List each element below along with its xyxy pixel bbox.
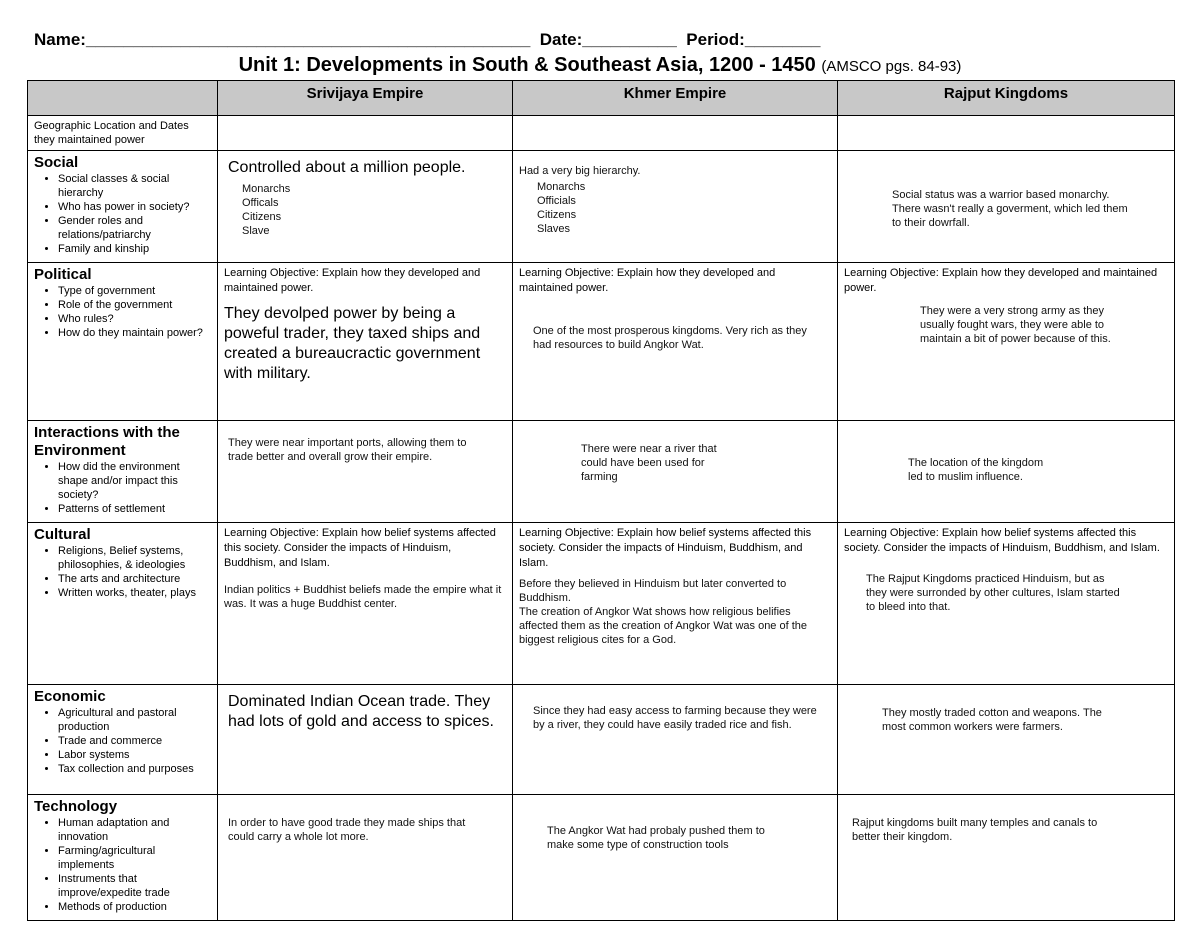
social-khmer-list — [519, 180, 831, 236]
list-item: • Gender roles and relations/patriarchy — [58, 214, 211, 242]
technology-srivijaya-text: In order to have good trade they made ships that could carry a whole lot more. — [228, 817, 466, 843]
page-title — [0, 54, 1200, 77]
row-label-geographic: Geographic Location and Dates they maintained power — [28, 116, 218, 151]
cell-political-srivijaya[interactable] — [218, 263, 513, 421]
economic-srivijaya-text: Dominated Indian Ocean trade. They had lots of gold and access to spices. — [228, 693, 494, 730]
cell-environment-rajput[interactable] — [838, 421, 1175, 523]
list-item: • Human adaptation and innovation — [58, 816, 211, 844]
cell-cultural-khmer[interactable] — [513, 523, 838, 685]
social-srivijaya-list — [224, 182, 506, 238]
environment-srivijaya-text: They were near important ports, allowing them to trade better and overall grow their empire. — [228, 437, 467, 463]
list-item: • Social classes & social hierarchy — [58, 172, 211, 200]
list-item: • Farming/agricultural implements — [58, 844, 211, 872]
notes-table — [27, 80, 1175, 921]
cultural-title: Cultural — [34, 526, 91, 543]
social-khmer-head: Had a very big hierarchy. — [519, 165, 641, 177]
social-bullets — [34, 172, 211, 256]
row-label-cultural — [28, 523, 218, 685]
list-item: • Written works, theater, plays — [58, 586, 211, 600]
cultural-objective: Learning Objective: Explain how belief systems affected this society. Consider the impacts of Hinduism, Buddhism, and Islam. — [224, 527, 496, 569]
name-date-period-line: Name:_______________________________________________ Date:__________ Period:________ — [34, 30, 821, 49]
list-item: • The arts and architecture — [58, 572, 211, 586]
list-item: • Who has power in society? — [58, 200, 211, 214]
list-item: • How do they maintain power? — [58, 326, 211, 340]
cell-technology-khmer[interactable] — [513, 795, 838, 921]
cell-environment-srivijaya[interactable] — [218, 421, 513, 523]
row-label-social — [28, 151, 218, 263]
list-item: Officals — [242, 197, 279, 209]
technology-rajput-text: Rajput kingdoms built many temples and canals to better their kingdom. — [852, 817, 1098, 843]
list-item: • Instruments that improve/expedite trade — [58, 872, 211, 900]
title-main: Unit 1: Developments in South & Southeast Asia, 1200 - 1450 — [238, 54, 816, 76]
list-item: Officials — [537, 195, 576, 207]
political-rajput-text: They were a very strong army as they usually fought wars, they were able to maintain a bit of power because of this. — [920, 305, 1111, 345]
economic-rajput-text: They mostly traded cotton and weapons. The most common workers were farmers. — [882, 707, 1102, 733]
economic-bullets — [34, 706, 211, 776]
cell-political-rajput[interactable] — [838, 263, 1175, 421]
row-label-environment — [28, 421, 218, 523]
table-row-environment — [28, 421, 1175, 523]
column-header-khmer: Khmer Empire — [513, 81, 838, 116]
header-corner-cell — [28, 81, 218, 116]
environment-title: Interactions with the Environment — [34, 424, 180, 459]
list-item: Slave — [242, 225, 270, 237]
political-srivijaya-text: They devolped power by being a poweful trader, they taxed ships and created a bureaucractic government with military. — [224, 305, 481, 382]
cell-social-rajput[interactable] — [838, 151, 1175, 263]
political-objective: Learning Objective: Explain how they developed and maintained power. — [519, 267, 776, 294]
list-item: • Religions, Belief systems, philosophies, & ideologies — [58, 544, 211, 572]
list-item: Monarchs — [242, 183, 291, 195]
cell-social-khmer[interactable] — [513, 151, 838, 263]
economic-khmer-text: Since they had easy access to farming because they were by a river, they could have easily traded rice and fish. — [533, 705, 817, 731]
table-row-technology — [28, 795, 1175, 921]
list-item: • Methods of production — [58, 900, 211, 914]
header-row — [28, 81, 1175, 116]
cultural-bullets — [34, 544, 211, 600]
table-row-geographic — [28, 116, 1175, 151]
cell-technology-srivijaya[interactable] — [218, 795, 513, 921]
economic-title: Economic — [34, 688, 106, 705]
cell-cultural-rajput[interactable] — [838, 523, 1175, 685]
cultural-objective: Learning Objective: Explain how belief systems affected this society. Consider the impacts of Hinduism, Buddhism, and Islam. — [844, 527, 1160, 554]
list-item: Monarchs — [537, 181, 586, 193]
column-header-srivijaya: Srivijaya Empire — [218, 81, 513, 116]
list-item: • Tax collection and purposes — [58, 762, 211, 776]
social-srivijaya-head: Controlled about a million people. — [228, 159, 466, 176]
political-objective: Learning Objective: Explain how they developed and maintained power. — [844, 267, 1158, 294]
environment-bullets — [34, 460, 211, 516]
social-rajput-text: Social status was a warrior based monarchy. There wasn't really a goverment, which led them to their dowrfall. — [892, 189, 1128, 229]
list-item: • Trade and commerce — [58, 734, 211, 748]
cell-political-khmer[interactable] — [513, 263, 838, 421]
table-row-cultural — [28, 523, 1175, 685]
cell-cultural-srivijaya[interactable] — [218, 523, 513, 685]
technology-bullets — [34, 816, 211, 914]
table-row-economic — [28, 685, 1175, 795]
list-item: • How did the environment shape and/or impact this society? — [58, 460, 211, 502]
list-item: Citizens — [242, 211, 282, 223]
cell-geo-khmer[interactable] — [513, 116, 838, 151]
environment-rajput-text: The location of the kingdom led to muslim influence. — [908, 457, 1044, 483]
column-header-rajput: Rajput Kingdoms — [838, 81, 1175, 116]
environment-khmer-text: There were near a river that could have been used for farming — [581, 443, 717, 483]
list-item: • Patterns of settlement — [58, 502, 211, 516]
political-title: Political — [34, 266, 92, 283]
cultural-srivijaya-text: Indian politics + Buddhist beliefs made the empire what it was. It was a huge Buddhist center. — [224, 584, 502, 610]
list-item: • Labor systems — [58, 748, 211, 762]
row-label-technology — [28, 795, 218, 921]
technology-title: Technology — [34, 798, 118, 815]
cell-economic-rajput[interactable] — [838, 685, 1175, 795]
table-row-social — [28, 151, 1175, 263]
title-note: (AMSCO pgs. 84-93) — [821, 58, 962, 75]
technology-khmer-text: The Angkor Wat had probaly pushed them to make some type of construction tools — [547, 825, 765, 851]
political-bullets — [34, 284, 211, 340]
list-item: • Role of the government — [58, 298, 211, 312]
cell-economic-khmer[interactable] — [513, 685, 838, 795]
cell-geo-rajput[interactable] — [838, 116, 1175, 151]
cell-economic-srivijaya[interactable] — [218, 685, 513, 795]
cultural-khmer-text-1: Before they believed in Hinduism but later converted to Buddhism. — [519, 578, 787, 604]
cultural-khmer-text-2: The creation of Angkor Wat shows how religious belifies affected them as the creation of Angkor Wat was one of the biggest religious cites for a God. — [519, 606, 808, 646]
cultural-rajput-text: The Rajput Kingdoms practiced Hinduism, but as they were surronded by other cultures, Islam started to bleed into that. — [866, 573, 1120, 613]
list-item: Slaves — [537, 223, 571, 235]
cell-technology-rajput[interactable] — [838, 795, 1175, 921]
political-khmer-text: One of the most prosperous kingdoms. Very rich as they had resources to build Angkor Wat. — [533, 325, 807, 351]
table-row-political — [28, 263, 1175, 421]
list-item: • Family and kinship — [58, 242, 211, 256]
list-item: • Who rules? — [58, 312, 211, 326]
political-objective: Learning Objective: Explain how they developed and maintained power. — [224, 267, 481, 294]
cultural-objective: Learning Objective: Explain how belief systems affected this society. Consider the impacts of Hinduism, Buddhism, and Islam. — [519, 527, 812, 569]
cell-environment-khmer[interactable] — [513, 421, 838, 523]
social-title: Social — [34, 154, 79, 171]
list-item: • Type of government — [58, 284, 211, 298]
row-label-political — [28, 263, 218, 421]
list-item: Citizens — [537, 209, 577, 221]
list-item: • Agricultural and pastoral production — [58, 706, 211, 734]
row-label-economic — [28, 685, 218, 795]
cell-geo-srivijaya[interactable] — [218, 116, 513, 151]
cell-social-srivijaya[interactable] — [218, 151, 513, 263]
